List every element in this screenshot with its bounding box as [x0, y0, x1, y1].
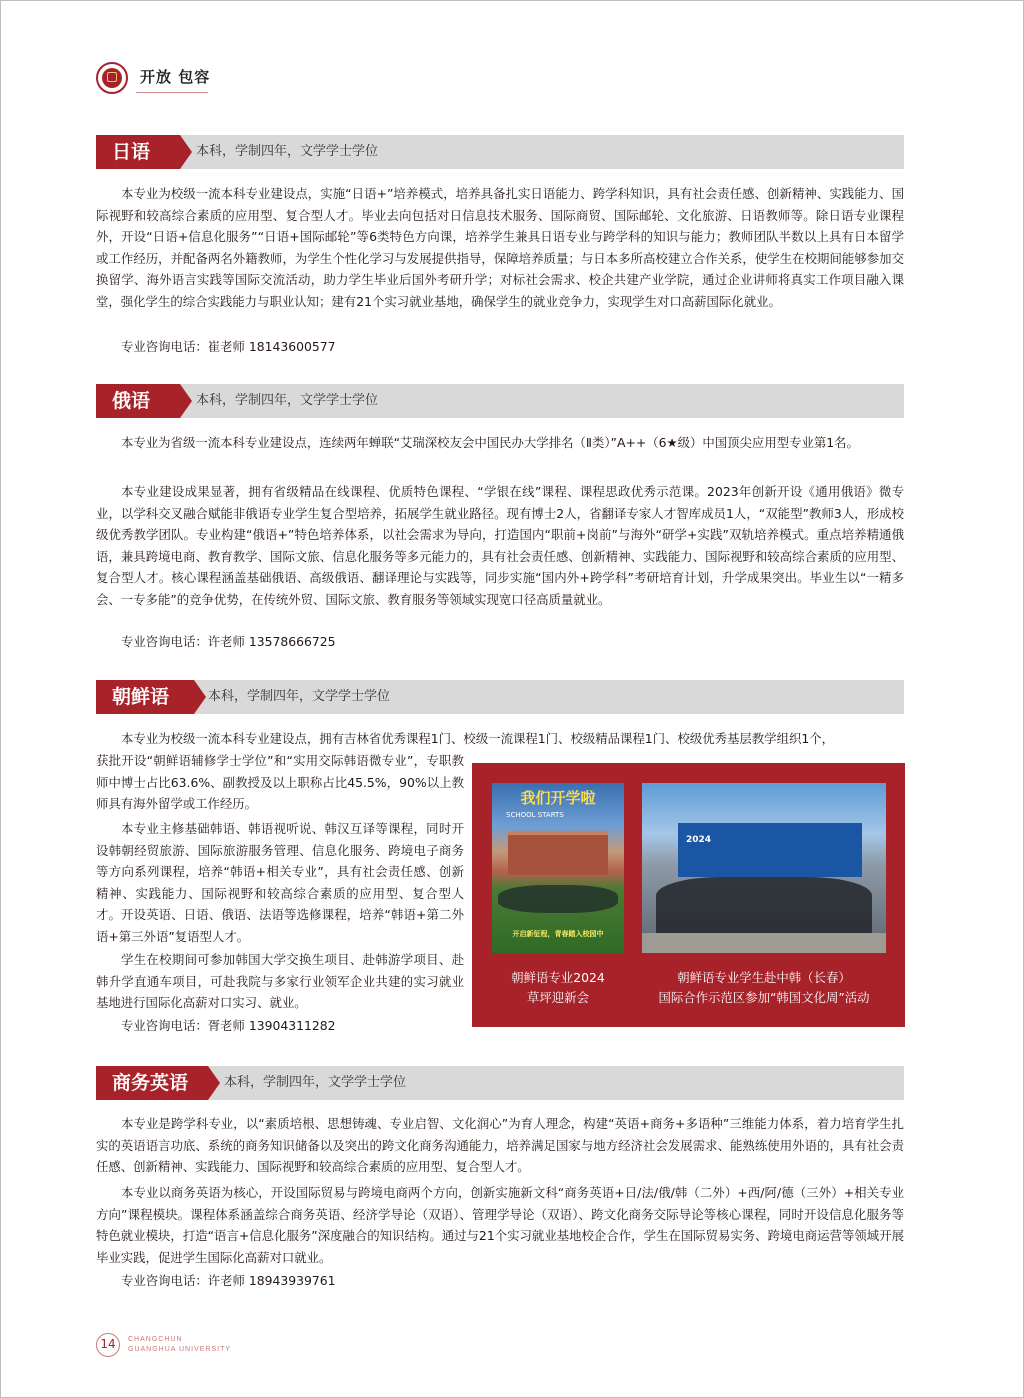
photo-students-crowd	[656, 877, 872, 939]
russian-paragraph-2: 本专业建设成果显著，拥有省级精品在线课程、优质特色课程、“学银在线”课程、课程思政优秀示范课。2023年创新开设《通用俄语》微专业，以学科交叉融合赋能非俄语专业学生复合型培养，拓展学生就业路径。现有博士2人，省翻译专家人才智库成员1人，“双能型”教师3人，形成校级优秀教学团队。专业构建“俄语+”特色培养体系，以社会需求为导向，打造国内“职前+岗前”与海外“研学+实践”双轨培养模式。重点培养精通俄语，兼具跨境电商、教育教学、国际文旅、信息化服务等多元能力的，具有社会责任感、创新精神、实践能力、国际视野和较高综合素质的应用型、复合型人才。核心课程涵盖基础俄语、高级俄语、翻译理论与实践等，同步实施“国内外+跨学科”考研培育计划，升学成果突出。毕业生以“一精多会、一专多能”的竞争优势，在传统外贸、国际文旅、教育服务等领域实现宽口径高质量就业。	[96, 484, 904, 607]
japanese-paragraph-1: 本专业为校级一流本科专业建设点，实施“日语+”培养模式，培养具备扎实日语能力、跨学科知识，具有社会责任感、创新精神、实践能力、国际视野和较高综合素质的应用型、复合型人才。毕业去向包括对日信息技术服务、国际商贸、国际邮轮、文化旅游、日语教师等。除日语专业课程外，开设“日语+信息化服务”“日语+国际邮轮”等6类特色方向课，培养学生兼具日语专业与跨学科的知识与能力；教师团队半数以上具有日本留学或工作经历，并配备两名外籍教师，为学生个性化学习与发展提供指导，保障培养质量；与日本多所高校建立合作关系，使学生在校期间能够参加交换留学、海外语言实践等国际交流活动，助力学生毕业后国外考研升学；对标社会需求、校企共建产业学院，通过企业讲师将真实工作项目融入课堂，强化学生的综合实践能力与职业认知；建有21个实习就业基地，确保学生的就业竞争力，实现学生对口高薪国际化就业。	[96, 186, 904, 309]
page-number: 14	[96, 1333, 120, 1357]
section-title-russian: 俄语	[96, 384, 180, 418]
header-underline	[136, 92, 208, 93]
section-title-business-english: 商务英语	[96, 1066, 208, 1100]
korean-paragraph-3: 学生在校期间可参加韩国大学交换生项目、赴韩游学项目、赴韩升学直通车项目，可赴我院与多家行业领军企业共建的实习就业基地进行国际化高薪对口实习、就业。	[96, 952, 464, 1010]
header-title: 开放 包容	[140, 68, 211, 86]
photo-ground	[642, 933, 886, 953]
russian-paragraph-1: 本专业为省级一流本科专业建设点，连续两年蝉联“艾瑞深校友会中国民办大学排名（Ⅱ类）”A++（6★级）中国顶尖应用型专业第1名。	[121, 435, 859, 450]
business-english-paragraph-2: 本专业以商务英语为核心，开设国际贸易与跨境电商两个方向，创新实施新文科“商务英语+日/法/俄/韩（二外）+西/阿/德（三外）+相关专业方向”课程模块。课程体系涵盖综合商务英语、经济学导论（双语）、管理学导论（双语）、跨文化商务交际导论等核心课程，同时开设信息化服务等特色就业模块，打造“语言+信息化服务”深度融合的知识结构。通过与21个实习就业基地校企合作，学生在国际贸易实务、跨境电商运营等领域开展毕业实践，促进学生国际化高薪对口就业。	[96, 1185, 904, 1265]
footer-uni-line1: CHANGCHUN	[128, 1336, 183, 1343]
photo-caption-1-line1: 朝鲜语专业2024	[511, 970, 605, 985]
section-subtitle-japanese: 本科，学制四年，文学学士学位	[196, 144, 379, 159]
section-bar-russian	[96, 384, 904, 418]
korean-photo-box	[472, 763, 905, 1027]
section-subtitle-business-english: 本科，学制四年，文学学士学位	[224, 1075, 407, 1090]
photo-event-banner-text: 2024	[686, 835, 712, 845]
section-bar-korean	[96, 680, 904, 714]
section-bar-business-english	[96, 1066, 904, 1100]
footer-uni-line2: GUANGHUA UNIVERSITY	[128, 1346, 232, 1353]
photo-caption-1-line2: 草坪迎新会	[527, 990, 589, 1005]
japanese-contact: 专业咨询电话：崔老师 18143600577	[121, 339, 336, 354]
logo-mark-icon	[107, 72, 117, 82]
photo-orientation-slogan: 开启新征程，青春踏入校园中	[512, 930, 604, 938]
photo-students-group	[498, 885, 618, 913]
photo-orientation-lawn	[492, 783, 624, 953]
photo-orientation-title: 我们开学啦	[520, 789, 596, 807]
russian-contact: 专业咨询电话：许老师 13578666725	[121, 634, 336, 649]
university-logo	[96, 62, 128, 94]
footer-university-name	[128, 1335, 231, 1355]
section-subtitle-russian: 本科，学制四年，文学学士学位	[196, 393, 379, 408]
korean-paragraph-2: 本专业主修基础韩语、韩语视听说、韩汉互译等课程，同时开设韩朝经贸旅游、国际旅游服务管理、信息化服务、跨境电子商务等方向系列课程，培养“韩语+相关专业”，具有社会责任感、创新精神、实践能力、国际视野和较高综合素质的应用型、复合型人才。开设英语、日语、俄语、法语等选修课程，培养“韩语+第二外语+第三外语”复语型人才。	[96, 821, 464, 944]
photo-campus-building	[508, 831, 608, 875]
section-title-korean: 朝鲜语	[96, 680, 194, 714]
korean-intro: 本专业为校级一流本科专业建设点，拥有吉林省优秀课程1门、校级一流课程1门、校级精品课程1门、校级优秀基层教学组织1个，	[121, 731, 835, 746]
korean-contact: 专业咨询电话：胥老师 13904311282	[121, 1018, 336, 1033]
photo-korean-culture-week	[642, 783, 886, 953]
section-subtitle-korean: 本科，学制四年，文学学士学位	[208, 689, 391, 704]
section-title-japanese: 日语	[96, 135, 180, 169]
business-english-paragraph-1: 本专业是跨学科专业，以“素质培根、思想铸魂、专业启智、文化润心”为育人理念，构建“英语+商务+多语种”三维能力体系，着力培育学生扎实的英语语言功底、系统的商务知识储备以及突出的跨文化商务沟通能力，培养满足国家与地方经济社会发展需求、能熟练使用外语的，具有社会责任感、创新精神、实践能力、国际视野和较高综合素质的应用型、复合型人才。	[96, 1116, 904, 1174]
section-bar-japanese	[96, 135, 904, 169]
photo-caption-2-line2: 国际合作示范区参加“韩国文化周”活动	[658, 990, 870, 1005]
korean-paragraph-1: 获批开设“朝鲜语辅修学士学位”和“实用交际韩语微专业”，专职教师中博士占比63.6%、副教授及以上职称占比45.5%，90%以上教师具有海外留学或工作经历。	[96, 753, 464, 811]
photo-event-banner	[678, 823, 862, 877]
business-english-contact: 专业咨询电话：许老师 18943939761	[121, 1273, 336, 1288]
photo-caption-2-line1: 朝鲜语专业学生赴中韩（长春）	[677, 970, 851, 985]
photo-orientation-subtitle: SCHOOL STARTS	[506, 811, 564, 819]
